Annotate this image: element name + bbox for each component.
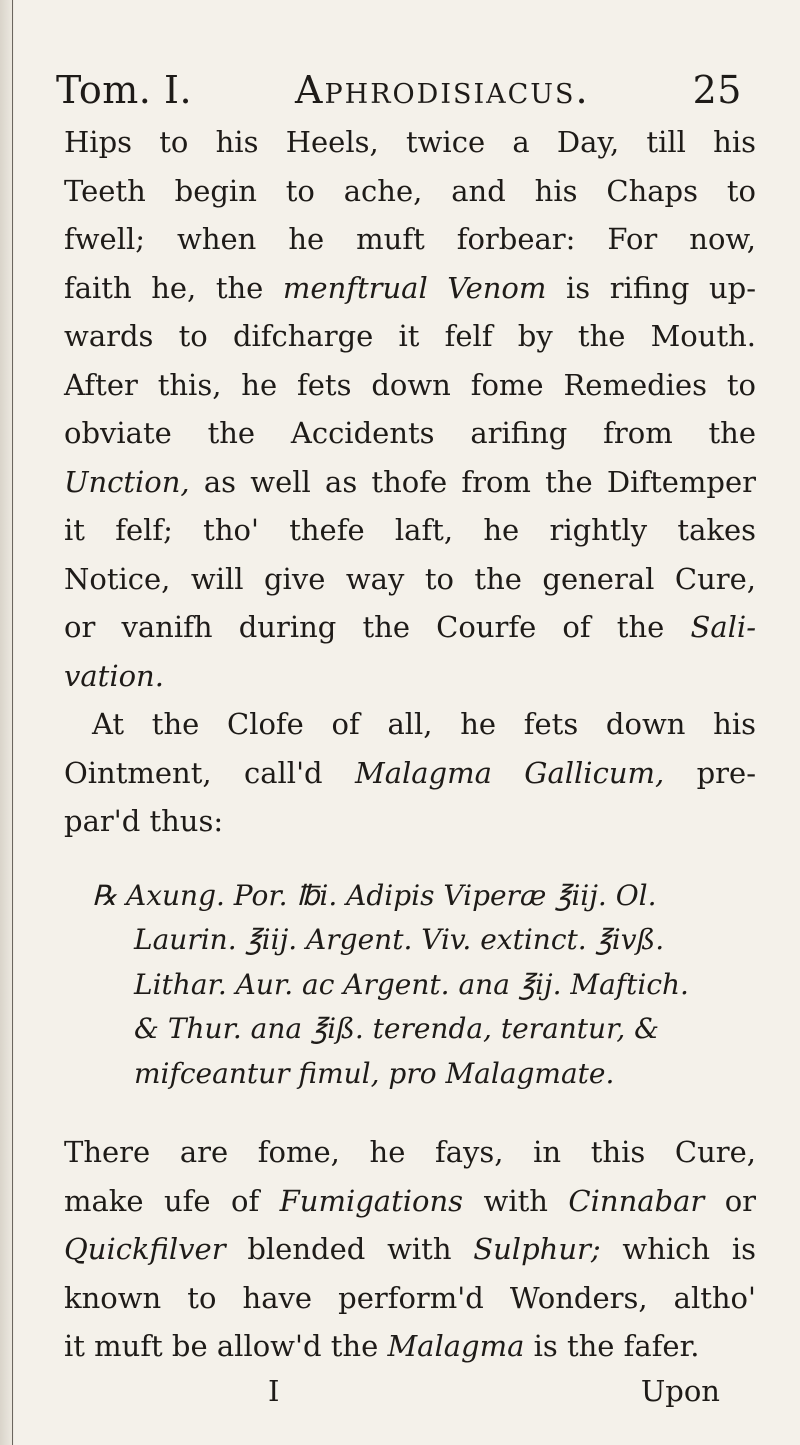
emphasis: Quickfilver xyxy=(64,1232,226,1266)
page-number: 25 xyxy=(692,68,742,112)
text-line: it muft be allow'd the Malagma is the fafer. xyxy=(64,1329,700,1363)
emphasis: Sali- xyxy=(690,610,756,644)
paragraph-3 xyxy=(56,1128,756,1371)
text-line: There are fome, he fays, in this Cure, xyxy=(64,1135,756,1169)
text-line: faith he, the menftrual Venom is rifing up- xyxy=(64,270,757,305)
emphasis: Cinnabar xyxy=(568,1183,705,1218)
emphasis: vation. xyxy=(64,658,164,693)
spine-line xyxy=(12,0,13,1445)
emphasis: Sulphur; xyxy=(473,1232,601,1266)
text-line: known to have perform'd Wonders, altho' xyxy=(64,1280,756,1315)
text-line: After this, he fets down fome Remedies to xyxy=(64,367,756,402)
text-line: par'd thus: xyxy=(64,804,224,838)
text-line: obviate the Accidents arifing from the xyxy=(64,416,756,450)
recipe-line: & Thur. ana ℥iß. terenda, terantur, & xyxy=(134,1012,660,1045)
page-content xyxy=(56,68,756,1411)
paragraph-1 xyxy=(56,118,756,700)
text-line: Unction, as well as thofe from the Diftemper xyxy=(64,464,757,499)
emphasis: Unction, xyxy=(64,464,190,499)
text-line: Ointment, call'd Malagma Gallicum, pre- xyxy=(64,755,756,790)
text-line: At the Clofe of all, he fets down his xyxy=(92,707,756,741)
recipe-line: Laurin. ℥iij. Argent. Viv. extinct. ℥ivß. xyxy=(134,923,665,956)
text-line: make ufe of Fumigations with Cinnabar or xyxy=(64,1183,757,1218)
recipe-line: Lithar. Aur. ac Argent. ana ℥ij. Maftich. xyxy=(134,967,689,1001)
running-title: Aphrodisiacus. xyxy=(295,68,590,112)
text-line: it felf; tho' thefe laft, he rightly takes xyxy=(64,513,756,547)
recipe-block xyxy=(56,874,756,1097)
running-head xyxy=(56,68,756,112)
volume-label: Tom. I. xyxy=(56,68,193,112)
text-line: Teeth begin to ache, and his Chaps to xyxy=(64,173,756,208)
signature-mark: I xyxy=(268,1373,280,1408)
text-line: Notice, will give way to the general Cure, xyxy=(64,561,756,596)
recipe-line: ℞ Axung. Por. ℔i. Adipis Viperæ ℥iij. Ol. xyxy=(92,878,657,912)
page-footer xyxy=(56,1371,756,1411)
catchword: Upon xyxy=(640,1373,720,1408)
emphasis: menftrual Venom xyxy=(282,270,547,305)
text-line: wards to difcharge it felf by the Mouth. xyxy=(64,319,756,353)
emphasis: Malagma Gallicum, xyxy=(355,755,665,790)
text-line: Hips to his Heels, twice a Day, till his xyxy=(64,125,756,159)
text-line: fwell; when he muft forbear: For now, xyxy=(64,222,756,256)
paragraph-2 xyxy=(56,700,756,846)
text-line: or vanifh during the Courfe of the Sali- xyxy=(64,610,756,644)
recipe-line: mifceantur fimul, pro Malagmate. xyxy=(134,1056,615,1090)
emphasis: Fumigations xyxy=(279,1183,464,1218)
text-line: Quickfilver blended with Sulphur; which is xyxy=(64,1232,757,1266)
text-line xyxy=(64,652,756,701)
emphasis: Malagma xyxy=(387,1329,525,1363)
